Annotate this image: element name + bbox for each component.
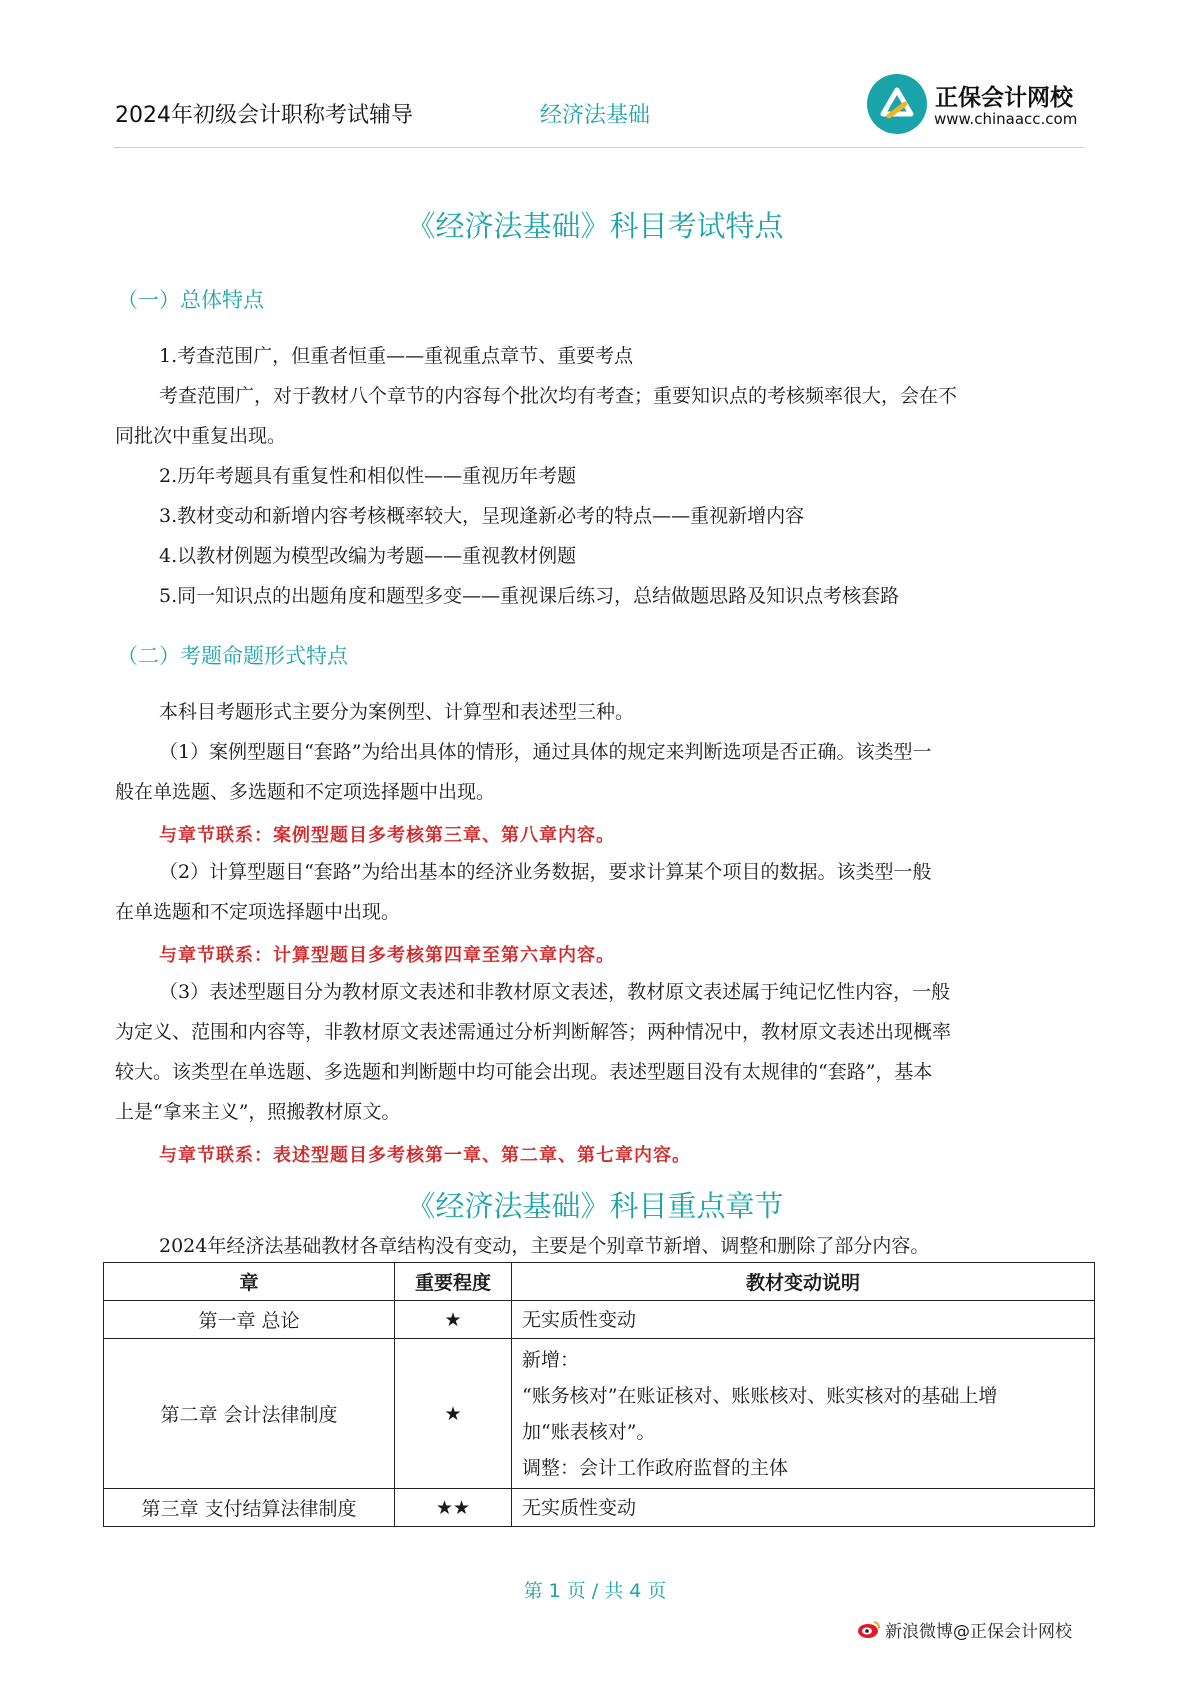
paragraph-line: 较大。该类型在单选题、多选题和判断题中均可能会出现。表述型题目没有太规律的“套路”，基本	[115, 1061, 933, 1083]
paragraph-line: 同批次中重复出现。	[115, 425, 287, 447]
change-desc-line: 调整：会计工作政府监督的主体	[522, 1456, 789, 1479]
importance-stars: ★	[395, 1339, 512, 1489]
chapter-link-note: 与章节联系：表述型题目多考核第一章、第二章、第七章内容。	[159, 1145, 691, 1166]
table-header-row	[104, 1263, 1095, 1301]
brand-url: www.chinaacc.com	[934, 110, 1078, 128]
change-desc-line: 新增：	[522, 1348, 580, 1371]
key-chapters-table	[103, 1262, 1095, 1527]
chapter-link-note: 与章节联系：计算型题目多考核第四章至第六章内容。	[159, 945, 615, 966]
section-heading-format: （二）考题命题形式特点	[117, 644, 348, 668]
paragraph-line: 上是“拿来主义”，照搬教材原文。	[115, 1101, 401, 1123]
paragraph-line: 5.同一知识点的出题角度和题型多变——重视课后练习，总结做题思路及知识点考核套路	[159, 585, 900, 607]
change-desc-line: 无实质性变动	[522, 1308, 637, 1331]
brand-logo-icon	[867, 74, 927, 134]
change-desc-line: 无实质性变动	[522, 1496, 637, 1519]
weibo-handle: 新浪微博@正保会计网校	[885, 1622, 1072, 1642]
paragraph-line: 3.教材变动和新增内容考核概率较大，呈现逢新必考的特点——重视新增内容	[159, 505, 805, 527]
section-title-key-chapters: 《经济法基础》科目重点章节	[406, 1189, 784, 1223]
table-row	[104, 1489, 1095, 1527]
page-number: 第 1 页 / 共 4 页	[523, 1580, 667, 1602]
table-row	[104, 1301, 1095, 1339]
chapter-cell: 第一章 总论	[104, 1301, 395, 1339]
paragraph-line: 2.历年考题具有重复性和相似性——重视历年考题	[159, 465, 577, 487]
change-desc-cell	[512, 1339, 1095, 1489]
table-intro: 2024年经济法基础教材各章结构没有变动，主要是个别章节新增、调整和删除了部分内容。	[159, 1235, 930, 1257]
section-heading-overall: （一）总体特点	[117, 288, 264, 312]
paragraph-line: （1）案例型题目“套路”为给出具体的情形，通过具体的规定来判断选项是否正确。该类型一	[159, 741, 932, 763]
paragraph-line: 本科目考题形式主要分为案例型、计算型和表述型三种。	[159, 701, 635, 723]
change-desc-line: “账务核对”在账证核对、账账核对、账实核对的基础上增	[522, 1384, 998, 1407]
header-divider	[114, 147, 1084, 148]
change-desc-cell	[512, 1489, 1095, 1527]
weibo-icon	[857, 1619, 881, 1639]
importance-stars: ★★	[395, 1489, 512, 1527]
paragraph-line: 1.考查范围广，但重者恒重——重视重点章节、重要考点	[159, 345, 634, 367]
change-desc-cell	[512, 1301, 1095, 1339]
paragraph-line: 般在单选题、多选题和不定项选择题中出现。	[115, 781, 496, 803]
paragraph-line: 在单选题和不定项选择题中出现。	[115, 901, 401, 923]
chapter-cell: 第二章 会计法律制度	[104, 1339, 395, 1489]
importance-stars: ★	[395, 1301, 512, 1339]
change-desc-line: 加“账表核对”。	[522, 1420, 656, 1443]
chapter-cell: 第三章 支付结算法律制度	[104, 1489, 395, 1527]
paragraph-line: （2）计算型题目“套路”为给出基本的经济业务数据，要求计算某个项目的数据。该类型一般	[159, 861, 932, 883]
paragraph-line: 4.以教材例题为模型改编为考题——重视教材例题	[159, 545, 577, 567]
paragraph-line: 为定义、范围和内容等，非教材原文表述需通过分析判断解答；两种情况中，教材原文表述出现概率	[115, 1021, 952, 1043]
column-header-importance: 重要程度	[395, 1263, 512, 1301]
brand-name: 正保会计网校	[935, 85, 1073, 111]
header-title: 2024年初级会计职称考试辅导	[115, 103, 413, 128]
paragraph-line: （3）表述型题目分为教材原文表述和非教材原文表述，教材原文表述属于纯记忆性内容，一般	[159, 981, 951, 1003]
column-header-chapter: 章	[104, 1263, 395, 1301]
table-row	[104, 1339, 1095, 1489]
chapter-link-note: 与章节联系：案例型题目多考核第三章、第八章内容。	[159, 825, 615, 846]
paragraph-line: 考查范围广，对于教材八个章节的内容每个批次均有考查；重要知识点的考核频率很大，会在不	[159, 385, 958, 407]
header-subject: 经济法基础	[540, 103, 651, 128]
column-header-changes: 教材变动说明	[512, 1263, 1095, 1301]
page-title: 《经济法基础》科目考试特点	[406, 209, 784, 243]
